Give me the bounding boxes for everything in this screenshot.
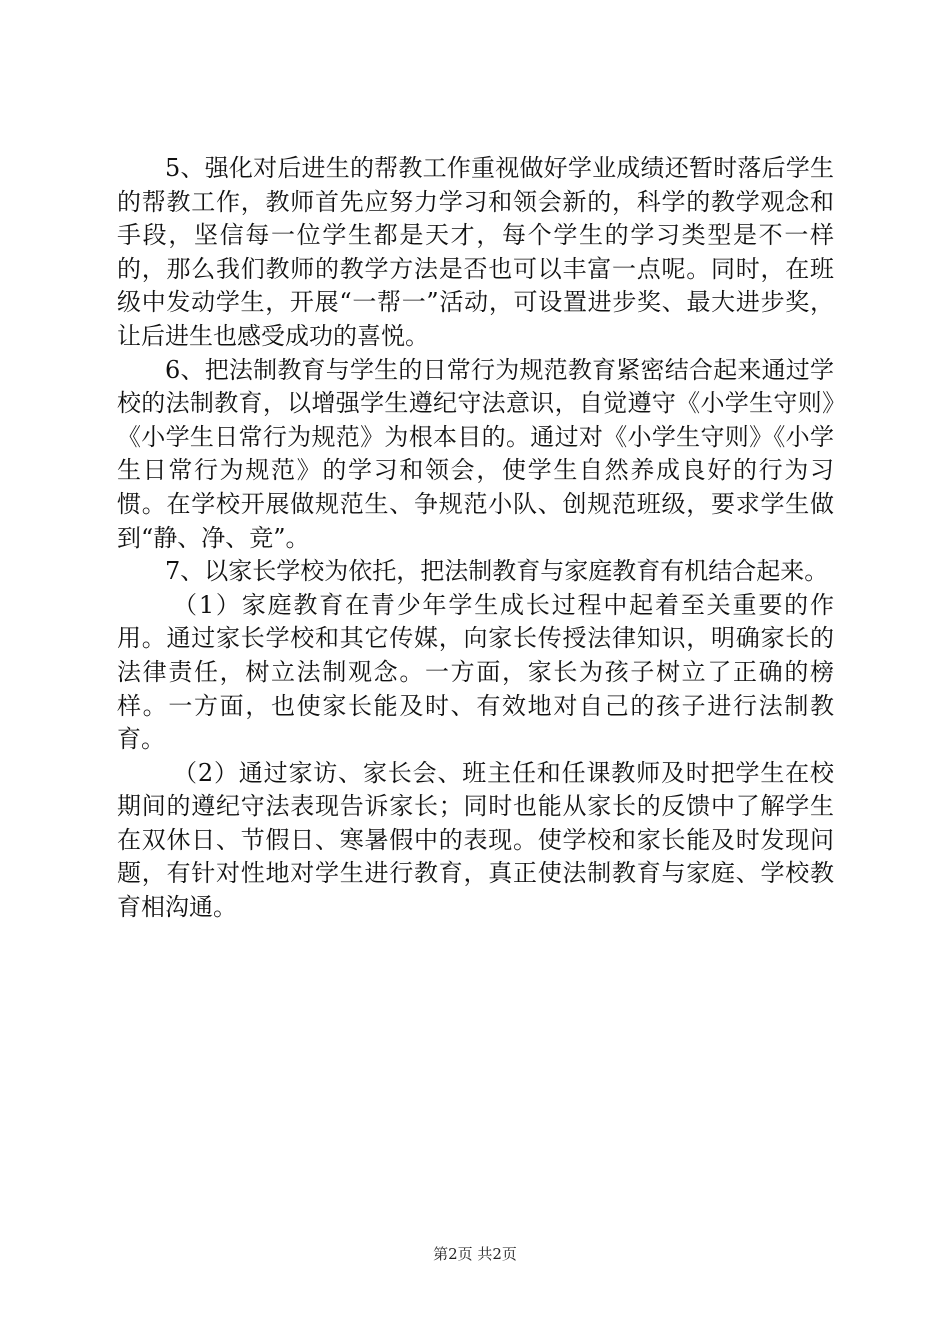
paragraph-item-6: 6、把法制教育与学生的日常行为规范教育紧密结合起来通过学校的法制教育，以增强学生遵纪守法意识，自觉遵守《小学生守则》《小学生日常行为规范》为根本目的。通过对《小学生守则》《小学生日常行为规范》的学习和领会，使学生自然养成良好的行为习惯。在学校开展做规范生、争规范小队、创规范班级，要求学生做到“静、净、竞”。 [117,355,834,552]
document-body [117,152,834,925]
page-footer: 第2页 共2页 [433,1245,517,1263]
paragraph-item-7: 7、以家长学校为依托，把法制教育与家庭教育有机结合起来。 [165,557,829,586]
paragraph-subitem-2: （2）通过家访、家长会、班主任和任课教师及时把学生在校期间的遵纪守法表现告诉家长；同时也能从家长的反馈中了解学生在双休日、节假日、寒暑假中的表现。使学校和家长能及时发现问题，有针对性地对学生进行教育，真正使法制教育与家庭、学校教育相沟通。 [117,758,834,922]
paragraph-item-5: 5、强化对后进生的帮教工作重视做好学业成绩还暂时落后学生的帮教工作，教师首先应努力学习和领会新的，科学的教学观念和手段，坚信每一位学生都是天才，每个学生的学习类型是不一样的，那么我们教师的教学方法是否也可以丰富一点呢。同时，在班级中发动学生，开展“一帮一”活动，可设置进步奖、最大进步奖，让后进生也感受成功的喜悦。 [117,154,834,350]
paragraph-subitem-1: （1）家庭教育在青少年学生成长过程中起着至关重要的作用。通过家长学校和其它传媒，向家长传授法律知识，明确家长的法律责任，树立法制观念。一方面，家长为孩子树立了正确的榜样。一方面，也使家长能及时、有效地对自己的孩子进行法制教育。 [117,590,834,754]
